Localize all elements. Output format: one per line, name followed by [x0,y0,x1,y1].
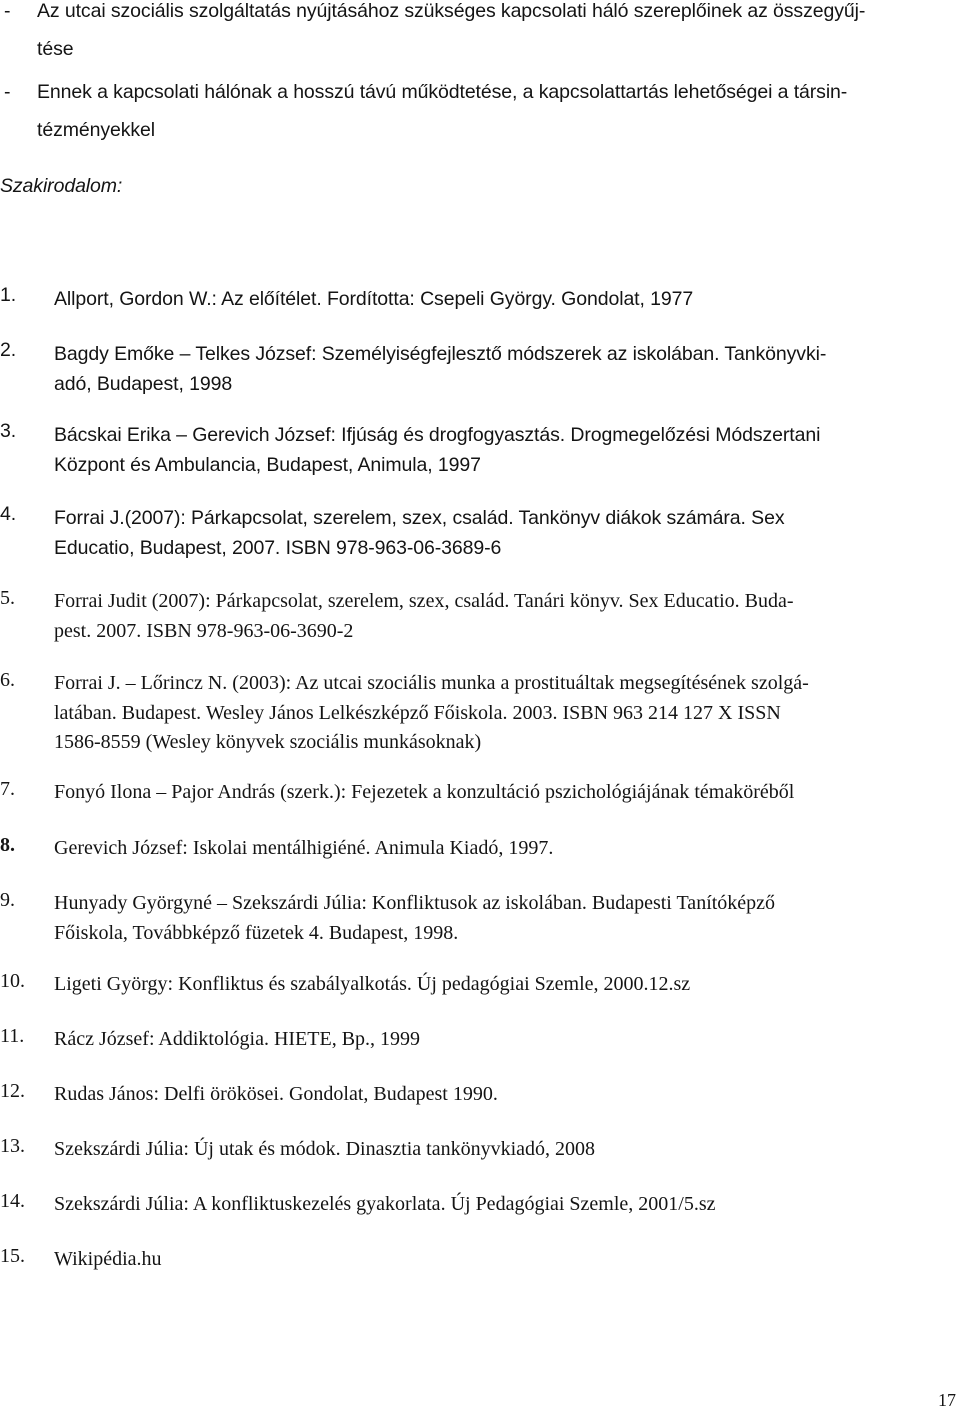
text-line: Allport, Gordon W.: Az előítélet. Fordította: Csepeli György. Gondolat, 1977 [54,288,694,310]
text-line: Forrai Judit (2007): Párkapcsolat, szerelem, szex, család. Tanári könyv. Sex Educatio. Buda- [54,590,794,612]
text-line: Wikipédia.hu [54,1248,162,1270]
reference-text [54,1025,958,1055]
section-heading: Szakirodalom: [0,175,123,197]
text-line: Forrai J.(2007): Párkapcsolat, szerelem, szex, család. Tankönyv diákok számára. Sex [54,507,785,529]
text-line: adó, Budapest, 1998 [54,373,233,395]
reference-number: 10. [0,970,25,992]
reference-number: 2. [0,339,17,361]
reference-text [54,1245,958,1275]
text-line: Ligeti György: Konfliktus és szabályalkotás. Új pedagógiai Szemle, 2000.12.sz [54,973,691,995]
text-line: Az utcai szociális szolgáltatás nyújtásához szükséges kapcsolati háló szereplőinek az összegyűj- [37,0,866,22]
reference-text [54,587,958,646]
reference-number: 13. [0,1135,25,1157]
reference-text [54,284,958,314]
reference-text [54,889,958,948]
text-line: Szekszárdi Júlia: Új utak és módok. Dinasztia tankönyvkiadó, 2008 [54,1138,596,1160]
reference-text [54,339,958,399]
reference-text [54,834,958,864]
reference-text [54,1190,958,1220]
dash-marker: - [4,0,11,22]
intro-item-text [37,0,956,68]
text-line: Rácz József: Addiktológia. HIETE, Bp., 1999 [54,1028,421,1050]
text-line: pest. 2007. ISBN 978-963-06-3690-2 [54,619,354,642]
page-number: 17 [938,1390,956,1410]
intro-item-text [37,73,956,149]
reference-number: 8. [0,834,15,856]
reference-text [54,970,958,1000]
text-line: Szekszárdi Júlia: A konfliktuskezelés gyakorlata. Új Pedagógiai Szemle, 2001/5.sz [54,1193,716,1215]
reference-text [54,420,958,480]
text-line: Bagdy Emőke – Telkes József: Személyiségfejlesztő módszerek az iskolában. Tankönyvki- [54,343,827,365]
reference-number: 15. [0,1245,25,1267]
text-line: Gerevich József: Iskolai mentálhigiéné. Animula Kiadó, 1997. [54,837,554,859]
reference-text [54,669,958,758]
reference-number: 7. [0,778,15,800]
text-line: tézményekkel [37,119,156,141]
text-line: Ennek a kapcsolati hálónak a hosszú távú működtetése, a kapcsolattartás lehetőségei a társin- [37,81,848,103]
reference-text [54,778,958,808]
reference-number: 14. [0,1190,25,1212]
text-line: Rudas János: Delfi örökösei. Gondolat, Budapest 1990. [54,1083,498,1105]
reference-number: 4. [0,503,17,525]
text-line: latában. Budapest. Wesley János Lelkészképző Főiskola. 2003. ISBN 963 214 127 X ISSN [54,701,781,724]
text-line: Hunyady Györgyné – Szekszárdi Júlia: Konfliktusok az iskolában. Budapesti Tanítóképző [54,892,776,914]
text-line: Educatio, Budapest, 2007. ISBN 978-963-06-3689-6 [54,537,502,559]
text-line: Fonyó Ilona – Pajor András (szerk.): Fejezetek a konzultáció pszichológiájának témaköréből [54,781,795,803]
text-line: Forrai J. – Lőrincz N. (2003): Az utcai szociális munka a prostituáltak megsegítésének szolgá- [54,672,809,694]
reference-text [54,503,958,563]
text-line: Főiskola, Továbbképző füzetek 4. Budapest, 1998. [54,921,459,944]
reference-number: 5. [0,587,15,609]
reference-number: 9. [0,889,15,911]
reference-number: 12. [0,1080,25,1102]
reference-number: 11. [0,1025,25,1047]
reference-number: 6. [0,669,15,691]
text-line: Központ és Ambulancia, Budapest, Animula, 1997 [54,454,481,476]
text-line: 1586-8559 (Wesley könyvek szociális munkásoknak) [54,731,482,753]
reference-number: 1. [0,284,17,306]
text-line: tése [37,38,74,60]
text-line: Bácskai Erika – Gerevich József: Ifjúság és drogfogyasztás. Drogmegelőzési Módszertani [54,424,821,446]
reference-number: 3. [0,420,17,442]
reference-text [54,1135,958,1165]
dash-marker: - [4,81,11,103]
reference-text [54,1080,958,1110]
